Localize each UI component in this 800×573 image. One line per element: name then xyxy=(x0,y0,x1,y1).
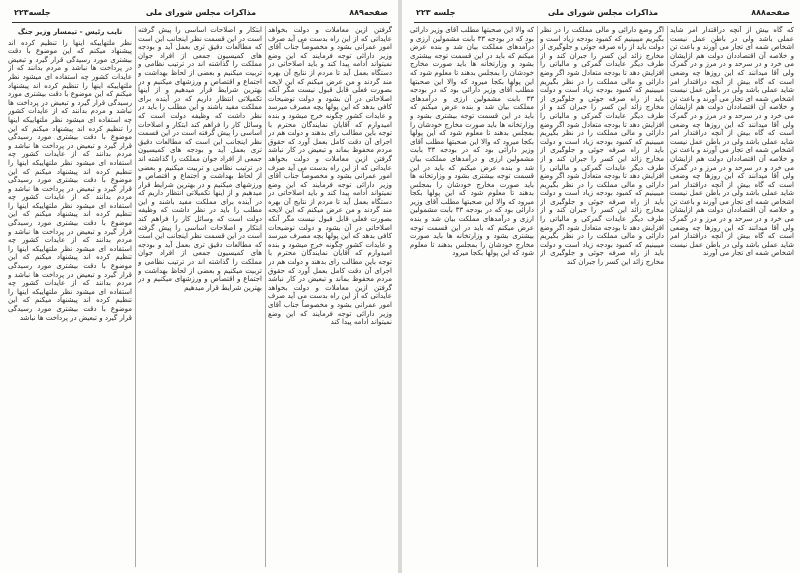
column-text: ابتکار و اصلاحات اساسی را پیش گرفته است در این قسمت نظر اینجانب این است که مطالعات دقیق تری بعمل آید و بودجه های کمیسیون جمعی از افراد جوان مملکت را گذاشته اند در ترتیب نظامی و تربیت میکنیم و بعضی از لحاظ بهداشت و اجتماع و اقتصاص و ورزشهای میکنیم و در بهترین شرایط قرار میدهیم و از اینها تکمیلاتی انتظار داریم که در آینده برای مملکت مفید باشند و این مطلب را باید در نظر داشت که وظیفه دولت است که وسائل کار را فراهم کند ابتکار و اصلاحات اساسی را پیش گرفته است در این قسمت نظر اینجانب این است که مطالعات دقیق تری بعمل آید و بودجه های کمیسیون جمعی از افراد جوان مملکت را گذاشته اند در ترتیب نظامی و تربیت میکنیم و بعضی از لحاظ بهداشت و اجتماع و اقتصاص و ورزشهای میکنیم و در بهترین شرایط قرار میدهیم و از اینها تکمیلاتی انتظار داریم که در آینده برای مملکت مفید باشند و این مطلب را باید در نظر داشت که وظیفه دولت است که وسائل کار را فراهم کند ابتکار و اصلاحات اساسی را پیش گرفته است در این قسمت نظر اینجانب این است که مطالعات دقیق تری بعمل آید و بودجه های کمیسیون جمعی از افراد جوان مملکت را گذاشته اند در ترتیب نظامی و تربیت میکنیم و بعضی از لحاظ بهداشت و اجتماع و اقتصاص و ورزشهای میکنیم و در بهترین شرایط قرار میدهیم xyxy=(138,26,262,292)
running-title: مذاکرات مجلس شورای ملی xyxy=(547,8,659,17)
session-number: جلسه ۲۲۳ xyxy=(416,8,456,17)
column-divider xyxy=(135,26,136,567)
page-number: صفحه۸۸۸ xyxy=(751,8,790,17)
text-column-1: گرفتن ازین معاملات و دولت بخواهد عایداتی که از این راه بدست می آید صرف امور عمرانی بشود و مخصوصاً جناب آقای وزیر دارائی توجه فرمایند که این وضع نمیتواند ادامه پیدا کند و باید اصلاحاتی در دستگاه بعمل آید تا مردم از نتایج آن بهره مند گردند و من عرض میکنم که این لایحه بصورت فعلی قابل قبول نیست مگر آنکه اصلاحاتی در آن بشود و دولت توضیحات کافی بدهد که این پولها بچه مصرف میرسد و عایدات کشور چگونه خرج میشود و بنده امیدوارم که آقایان نمایندگان محترم با توجه باین مطالب رای بدهند و دولت هم در اجرای آن دقت کامل بعمل آورد که حقوق مردم محفوظ بماند و تبعیض در کار نباشد گرفتن ازین معاملات و دولت بخواهد عایداتی که از این راه بدست می آید صرف امور عمرانی بشود و مخصوصاً جناب آقای وزیر دارائی توجه فرمایند که این وضع نمیتواند ادامه پیدا کند و باید اصلاحاتی در دستگاه بعمل آید تا مردم از نتایج آن بهره مند گردند و من عرض میکنم که این لایحه بصورت فعلی قابل قبول نیست مگر آنکه اصلاحاتی در آن بشود و دولت توضیحات کافی بدهد که این پولها بچه مصرف میرسد و عایدات کشور چگونه خرج میشود و بنده امیدوارم که آقایان نمایندگان محترم با توجه باین مطالب رای بدهند و دولت هم در اجرای آن دقت کامل بعمل آورد که حقوق مردم محفوظ بماند و تبعیض در کار نباشد گرفتن ازین معاملات و دولت بخواهد عایداتی که از این راه بدست می آید صرف امور عمرانی بشود و مخصوصاً جناب آقای وزیر دارائی توجه فرمایند که این وضع نمیتواند ادامه پیدا کند xyxy=(268,26,392,327)
text-column-2: اگر وضع دارائی و مالی مملکت را در نظر بگیریم میبینیم که کمبود بودجه زیاد است و دولت باید از راه صرفه جوئی و جلوگیری از مخارج زائد این کسر را جبران کند و از طرف دیگر عایدات گمرکی و مالیاتی را افزایش دهد تا بودجه متعادل شود اگر وضع دارائی و مالی مملکت را در نظر بگیریم میبینیم که کمبود بودجه زیاد است و دولت باید از راه صرفه جوئی و جلوگیری از مخارج زائد این کسر را جبران کند و از طرف دیگر عایدات گمرکی و مالیاتی را افزایش دهد تا بودجه متعادل شود اگر وضع دارائی و مالی مملکت را در نظر بگیریم میبینیم که کمبود بودجه زیاد است و دولت باید از راه صرفه جوئی و جلوگیری از مخارج زائد این کسر را جبران کند و از طرف دیگر عایدات گمرکی و مالیاتی را افزایش دهد تا بودجه متعادل شود اگر وضع دارائی و مالی مملکت را در نظر بگیریم میبینیم که کمبود بودجه زیاد است و دولت باید از راه صرفه جوئی و جلوگیری از مخارج زائد این کسر را جبران کند و از طرف دیگر عایدات گمرکی و مالیاتی را افزایش دهد تا بودجه متعادل شود اگر وضع دارائی و مالی مملکت را در نظر بگیریم میبینیم که کمبود بودجه زیاد است و دولت باید از راه صرفه جوئی و جلوگیری از مخارج زائد این کسر را جبران کند xyxy=(540,26,664,267)
column-divider xyxy=(537,26,538,567)
left-page xyxy=(0,0,398,573)
speaker-heading: نایب رئیس - تیمسار وزیر جنگ xyxy=(17,28,123,36)
right-page xyxy=(402,0,800,573)
page-header xyxy=(14,8,388,20)
column-text: نظر ملتهاییکه اینها را تنظیم کرده اند پیشنهاد میکنم که این موضوع با دقت بیشتری مورد رسیدگی قرار گیرد و تبعیض در پرداخت ها نباشد و مردم بدانند که از عایدات کشور چه استفاده ای میشود نظر ملتهاییکه اینها را تنظیم کرده اند پیشنهاد میکنم که این موضوع با دقت بیشتری مورد رسیدگی قرار گیرد و تبعیض در پرداخت ها نباشد و مردم بدانند که از عایدات کشور چه استفاده ای میشود نظر ملتهاییکه اینها را تنظیم کرده اند پیشنهاد میکنم که این موضوع با دقت بیشتری مورد رسیدگی قرار گیرد و تبعیض در پرداخت ها نباشد و مردم بدانند که از عایدات کشور چه استفاده ای میشود نظر ملتهاییکه اینها را تنظیم کرده اند پیشنهاد میکنم که این موضوع با دقت بیشتری مورد رسیدگی قرار گیرد و تبعیض در پرداخت ها نباشد و مردم بدانند که از عایدات کشور چه استفاده ای میشود نظر ملتهاییکه اینها را تنظیم کرده اند پیشنهاد میکنم که این موضوع با دقت بیشتری مورد رسیدگی قرار گیرد و تبعیض در پرداخت ها نباشد و مردم بدانند که از عایدات کشور چه استفاده ای میشود نظر ملتهاییکه اینها را تنظیم کرده اند پیشنهاد میکنم که این موضوع با دقت بیشتری مورد رسیدگی قرار گیرد و تبعیض در پرداخت ها نباشد و مردم بدانند که از عایدات کشور چه استفاده ای میشود نظر ملتهاییکه اینها را تنظیم کرده اند پیشنهاد میکنم که این موضوع با دقت بیشتری مورد رسیدگی قرار گیرد و تبعیض در پرداخت ها نباشد xyxy=(8,38,132,322)
header-rule xyxy=(12,22,390,23)
text-column-3: که والا این صحبتها مطلب آقای وزیر دارائی بود که در بودجه ۳۳ بابت مشمولین ارزی و درآمدهای مملکت بیان شد و بنده عرض میکنم که باید در این قسمت توجه بیشتری بشود و وزارتخانه ها باید صورت مخارج خودشان را بمجلس بدهند تا معلوم شود که این پولها بکجا میرود که والا این صحبتها مطلب آقای وزیر دارائی بود که در بودجه ۳۳ بابت مشمولین ارزی و درآمدهای مملکت بیان شد و بنده عرض میکنم که باید در این قسمت توجه بیشتری بشود و وزارتخانه ها باید صورت مخارج خودشان را بمجلس بدهند تا معلوم شود که این پولها بکجا میرود که والا این صحبتها مطلب آقای وزیر دارائی بود که در بودجه ۳۳ بابت مشمولین ارزی و درآمدهای مملکت بیان شد و بنده عرض میکنم که باید در این قسمت توجه بیشتری بشود و وزارتخانه ها باید صورت مخارج خودشان را بمجلس بدهند تا معلوم شود که این پولها بکجا میرود که والا این صحبتها مطلب آقای وزیر دارائی بود که در بودجه ۳۳ بابت مشمولین ارزی و درآمدهای مملکت بیان شد و بنده عرض میکنم که باید در این قسمت توجه بیشتری بشود و وزارتخانه ها باید صورت مخارج خودشان را بمجلس بدهند تا معلوم شود که این پولها بکجا میرود xyxy=(410,26,534,258)
text-column-2 xyxy=(138,26,262,569)
text-column-1: که گاه بیش از آنچه دراقتدار امر شاید عملی باشد ولی در باطن عمل نیست اشخاص شمه ای تجار می آورند و باعث تن و خلاصه آن اقتصاددان دولت هم ازایشان می خرد و در سرحد و در مرز و در گمرک ولی آقا میدانند که این روزها چه وضعی است که گاه بیش از آنچه دراقتدار امر شاید عملی باشد ولی در باطن عمل نیست اشخاص شمه ای تجار می آورند و باعث تن و خلاصه آن اقتصاددان دولت هم ازایشان می خرد و در سرحد و در مرز و در گمرک ولی آقا میدانند که این روزها چه وضعی است که گاه بیش از آنچه دراقتدار امر شاید عملی باشد ولی در باطن عمل نیست اشخاص شمه ای تجار می آورند و باعث تن و خلاصه آن اقتصاددان دولت هم ازایشان می خرد و در سرحد و در مرز و در گمرک ولی آقا میدانند که این روزها چه وضعی است که گاه بیش از آنچه دراقتدار امر شاید عملی باشد ولی در باطن عمل نیست اشخاص شمه ای تجار می آورند و باعث تن و خلاصه آن اقتصاددان دولت هم ازایشان می خرد و در سرحد و در مرز و در گمرک ولی آقا میدانند که این روزها چه وضعی است که گاه بیش از آنچه دراقتدار امر شاید عملی باشد ولی در باطن عمل نیست اشخاص شمه ای تجار می آورند xyxy=(670,26,794,258)
text-column-3 xyxy=(8,26,132,569)
page-header xyxy=(416,8,790,20)
column-divider xyxy=(667,26,668,567)
session-number: جلسه۲۲۳ xyxy=(14,8,51,17)
running-title: مذاکرات مجلس شورای ملی xyxy=(145,8,257,17)
header-rule xyxy=(414,22,792,23)
column-divider xyxy=(265,26,266,567)
page-number: صفحه۸۸۹ xyxy=(349,8,388,17)
